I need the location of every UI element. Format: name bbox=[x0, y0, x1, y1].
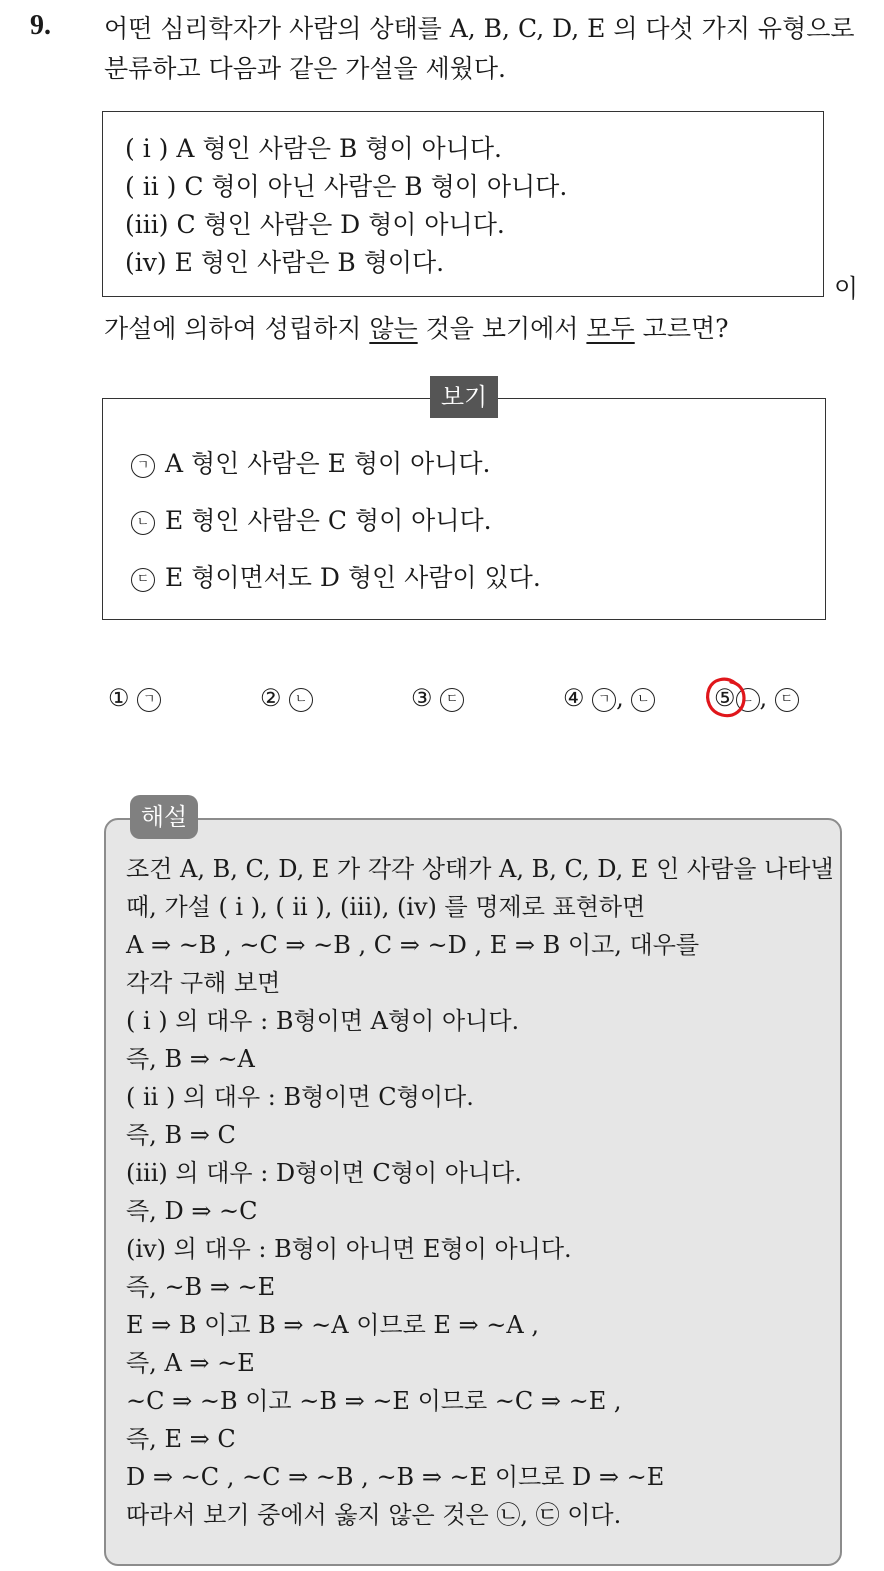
circled-mark-icon: ㄴ bbox=[631, 688, 655, 712]
bogi-box bbox=[102, 398, 826, 620]
bogi-item-text: E 형이면서도 D 형인 사람이 있다. bbox=[165, 563, 541, 592]
solution-line: A ⇒ ~B , ~C ⇒ ~B , C ⇒ ~D , E ⇒ B 이고, 대우를 bbox=[126, 931, 700, 959]
circled-mark-icon: ㄷ bbox=[440, 688, 464, 712]
solution-line: 즉, A ⇒ ~E bbox=[126, 1349, 255, 1377]
selected-answer-ring-icon bbox=[704, 674, 748, 720]
prompt-underlined-all: 모두 bbox=[586, 314, 635, 343]
choice-number: ② bbox=[260, 684, 282, 712]
circled-mark-icon: ㄷ bbox=[131, 568, 155, 592]
hypotheses-suffix: 이 bbox=[834, 274, 859, 303]
solution-line: 조건 A, B, C, D, E 가 각각 상태가 A, B, C, D, E 인 사람을 나타낼 bbox=[126, 855, 834, 883]
hypotheses-box bbox=[102, 111, 824, 297]
prompt-text: 고르면? bbox=[634, 314, 729, 343]
circled-mark-icon: ㄴ bbox=[289, 688, 313, 712]
solution-line: (iii) 의 대우 : D형이면 C형이 아니다. bbox=[126, 1159, 522, 1187]
prompt-underlined-not: 않는 bbox=[369, 314, 418, 343]
circled-mark-icon: ㄴ bbox=[736, 688, 760, 712]
circled-mark-icon: ㄴ bbox=[131, 511, 155, 535]
solution-title: 해설 bbox=[130, 795, 198, 839]
choice-2[interactable] bbox=[260, 679, 313, 717]
choice-4[interactable]: ④ ㄱ , ㄴ bbox=[563, 679, 655, 717]
bogi-item bbox=[131, 502, 492, 540]
choice-number: ① bbox=[108, 684, 130, 712]
choice-5[interactable]: ⑤ ㄴ , ㄷ bbox=[714, 679, 799, 717]
solution-line: D ⇒ ~C , ~C ⇒ ~B , ~B ⇒ ~E 이므로 D ⇒ ~E bbox=[126, 1463, 665, 1491]
prompt-text: 가설에 의하여 성립하지 bbox=[104, 314, 370, 343]
solution-line: ( i ) 의 대우 : B형이면 A형이 아니다. bbox=[126, 1007, 520, 1035]
hypothesis-1: ( i ) A 형인 사람은 B 형이 아니다. bbox=[125, 134, 502, 163]
choice-3[interactable] bbox=[411, 679, 464, 717]
hypothesis-3: (iii) C 형인 사람은 D 형이 아니다. bbox=[125, 210, 505, 239]
prompt-text: 것을 보기에서 bbox=[417, 314, 587, 343]
solution-line: E ⇒ B 이고 B ⇒ ~A 이므로 E ⇒ ~A , bbox=[126, 1311, 539, 1339]
circled-mark-icon: ㄱ bbox=[131, 454, 155, 478]
hypothesis-2: ( ii ) C 형이 아닌 사람은 B 형이 아니다. bbox=[125, 172, 568, 201]
solution-line: 즉, B ⇒ ~A bbox=[126, 1045, 255, 1073]
choice-number: ③ bbox=[411, 684, 433, 712]
solution-line: 따라서 보기 중에서 옳지 않은 것은 ㉡, ㉢ 이다. bbox=[126, 1501, 622, 1529]
question-prompt bbox=[104, 310, 729, 348]
bogi-item-text: A 형인 사람은 E 형이 아니다. bbox=[165, 449, 491, 478]
bogi-item bbox=[131, 445, 491, 483]
solution-line: 즉, ~B ⇒ ~E bbox=[126, 1273, 276, 1301]
bogi-item-text: E 형인 사람은 C 형이 아니다. bbox=[165, 506, 492, 535]
solution-line: 때, 가설 ( i ), ( ii ), (iii), (iv) 를 명제로 표현하면 bbox=[126, 893, 646, 921]
solution-line: ( ii ) 의 대우 : B형이면 C형이다. bbox=[126, 1083, 474, 1111]
question-number: 9. bbox=[30, 10, 51, 41]
solution-line: (iv) 의 대우 : B형이 아니면 E형이 아니다. bbox=[126, 1235, 572, 1263]
choice-number: ⑤ bbox=[714, 684, 736, 712]
circled-mark-icon: ㄱ bbox=[137, 688, 161, 712]
solution-line: 즉, E ⇒ C bbox=[126, 1425, 236, 1453]
question-stem-line1: 어떤 심리학자가 사람의 상태를 A, B, C, D, E 의 다섯 가지 유형으로 bbox=[104, 14, 855, 43]
solution-line: 즉, B ⇒ C bbox=[126, 1121, 236, 1149]
solution-line: ~C ⇒ ~B 이고 ~B ⇒ ~E 이므로 ~C ⇒ ~E , bbox=[126, 1387, 622, 1415]
bogi-title: 보기 bbox=[430, 376, 498, 418]
circled-mark-icon: ㄱ bbox=[592, 688, 616, 712]
solution-line: 즉, D ⇒ ~C bbox=[126, 1197, 258, 1225]
question-stem-line2: 분류하고 다음과 같은 가설을 세웠다. bbox=[104, 54, 506, 83]
hypothesis-4: (iv) E 형인 사람은 B 형이다. bbox=[125, 248, 445, 277]
circled-mark-icon: ㄷ bbox=[775, 688, 799, 712]
choice-number: ④ bbox=[563, 684, 585, 712]
bogi-item bbox=[131, 559, 541, 597]
choice-1[interactable] bbox=[108, 679, 161, 717]
solution-line: 각각 구해 보면 bbox=[126, 969, 281, 997]
